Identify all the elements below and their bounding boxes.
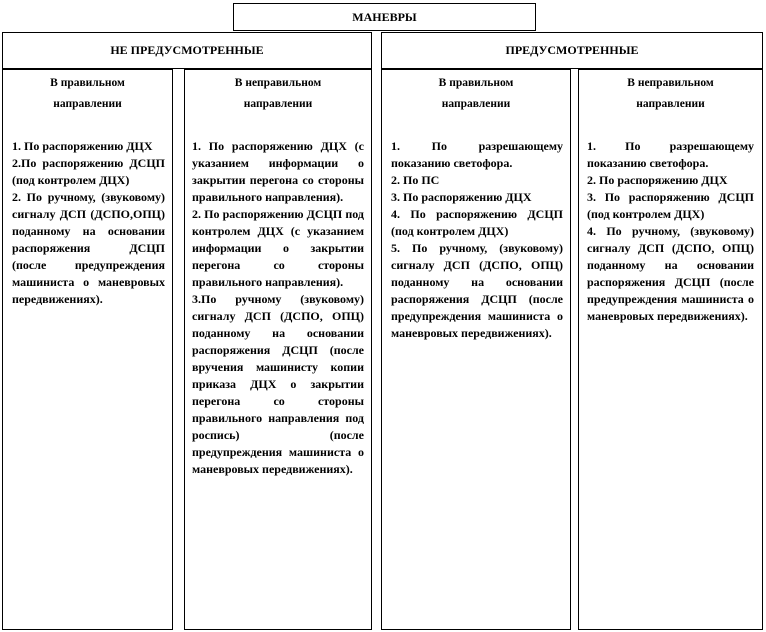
- list-item: 1. По разрешающему показанию светофора.: [391, 139, 563, 170]
- column-text: [12, 138, 165, 308]
- list-item: 1. По разрешающему показанию светофора.: [587, 139, 754, 170]
- list-item: 2. По ручному, (звуковому) сигналу ДСП (ДСПО,ОПЦ) поданному на основании распоряжения ДСЦП (после предупреждения машиниста о маневровых передвижениях).: [12, 190, 165, 306]
- column-text: [587, 138, 754, 325]
- group-title: НЕ ПРЕДУСМОТРЕННЫЕ: [110, 43, 264, 57]
- list-item: 3. По распоряжению ДСЦП (под контролем ДЦХ): [587, 190, 754, 221]
- list-item: 1. По распоряжению ДЦХ: [12, 139, 153, 153]
- column-header-line: направлении: [441, 98, 511, 110]
- list-item: 4. По ручному, (звуковому) сигналу ДСП (ДСПО, ОПЦ) поданному на основании распоряжения ДСЦП (после предупреждения машиниста о маневровых передвижениях).: [587, 224, 754, 323]
- column-header-line: В неправильном: [234, 77, 322, 89]
- root-node-maneuvers: [233, 3, 536, 31]
- column-header-line: направлении: [53, 98, 122, 110]
- root-title: МАНЕВРЫ: [352, 9, 417, 24]
- list-item: 2. По распоряжению ДЦХ: [587, 173, 728, 187]
- column-text: [391, 138, 563, 342]
- list-item: 3. По распоряжению ДЦХ: [391, 190, 532, 204]
- column-header-line: направлении: [243, 98, 313, 110]
- group-planned: [381, 32, 763, 69]
- list-item: 2.По распоряжению ДСЦП (под контролем ДЦХ): [12, 156, 165, 187]
- column-header-line: В правильном: [50, 77, 125, 89]
- column-header: [381, 73, 571, 115]
- list-item: 5. По ручному, (звуковому) сигналу ДСП (ДСПО, ОПЦ) поданному на основании распоряжения ДСЦП (после предупреждения машиниста о маневровых передвижениях).: [391, 241, 563, 340]
- column-header-line: В неправильном: [627, 77, 714, 89]
- column-header: [2, 73, 173, 115]
- list-item: 2. По ПС: [391, 173, 440, 187]
- group-title: ПРЕДУСМОТРЕННЫЕ: [505, 43, 639, 57]
- list-item: 3.По ручному (звуковому) сигналу ДСП (ДСПО, ОПЦ) поданному на основании распоряжения ДСЦП (после вручения машинисту копии приказа ДЦХ о закрытии перегона со стороны правильного направления под роспись) (после предупреждения машиниста о маневровых передвижениях).: [192, 292, 364, 476]
- list-item: 2. По распоряжению ДСЦП под контролем ДЦХ (с указанием информации о закрытии перегона со стороны правильного направления).: [192, 207, 364, 289]
- column-text: [192, 138, 364, 478]
- list-item: 1. По распоряжению ДЦХ (с указанием информации о закрытии перегона со стороны правильного направления).: [192, 139, 364, 204]
- group-not-planned: [2, 32, 372, 69]
- column-header: [578, 73, 763, 115]
- list-item: 4. По распоряжению ДСЦП (под контролем ДЦХ): [391, 207, 563, 238]
- column-header-line: направлении: [636, 98, 705, 110]
- column-header: [184, 73, 372, 115]
- column-header-line: В правильном: [438, 77, 514, 89]
